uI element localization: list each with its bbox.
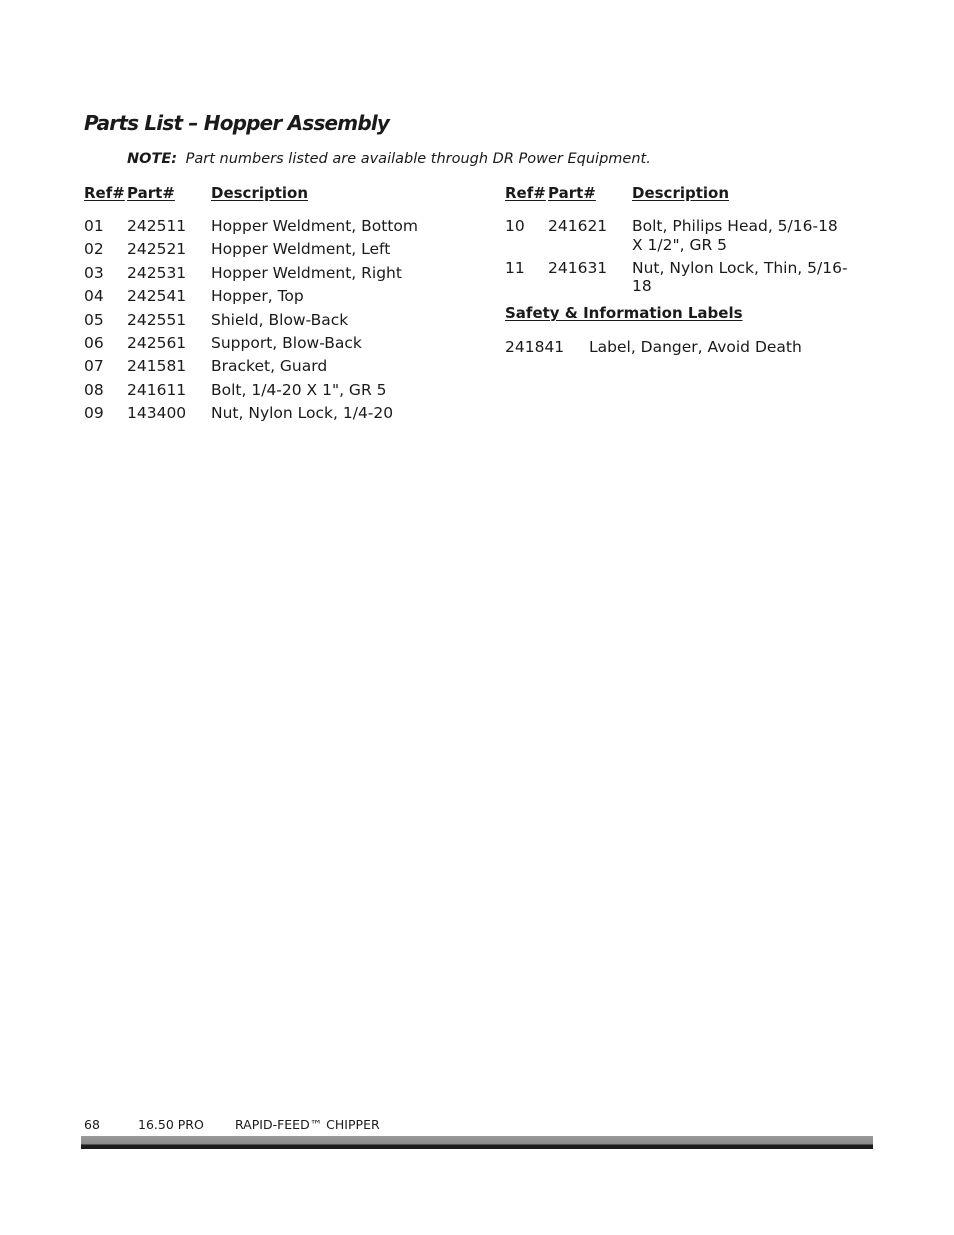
table-row [84, 334, 484, 357]
row-description: Hopper Weldment, Right [211, 263, 402, 282]
table-row [84, 311, 484, 334]
row-description: Hopper, Top [211, 287, 304, 306]
row-part-number: 242561 [127, 333, 187, 352]
header-ref: Ref# [505, 184, 546, 202]
table-row [505, 217, 865, 259]
row-part-number: 241581 [127, 357, 187, 376]
row-part-number: 242551 [127, 310, 187, 329]
table-row [84, 217, 484, 240]
note-label: NOTE: [127, 151, 178, 167]
row-description: Bolt, Philips Head, 5/16-18 X 1/2", GR 5 [632, 217, 838, 254]
labels-section-title: Safety & Information Labels [505, 304, 743, 323]
row-part-number: 241611 [127, 380, 187, 399]
row-description: Hopper Weldment, Bottom [211, 217, 418, 235]
footer-page-number: 68 [84, 1117, 100, 1132]
footer-product: RAPID-FEED™ CHIPPER [235, 1117, 380, 1132]
row-description: Bracket, Guard [211, 357, 328, 376]
row-description: Nut, Nylon Lock, 1/4-20 [211, 404, 394, 423]
table-row [84, 240, 484, 263]
row-part-number: 241631 [548, 259, 608, 277]
row-part-number: 242521 [127, 240, 187, 259]
row-description: Nut, Nylon Lock, Thin, 5/16-18 [632, 259, 848, 295]
list-item [505, 338, 865, 362]
row-part-number: 143400 [127, 404, 187, 423]
header-description: Description [632, 184, 730, 202]
table-header [505, 184, 865, 208]
row-ref: 10 [505, 217, 525, 235]
parts-rows-left [84, 217, 484, 428]
row-ref: 03 [84, 263, 104, 282]
header-part: Part# [127, 184, 175, 202]
table-row [505, 259, 865, 295]
header-description: Description [211, 184, 309, 202]
header-part: Part# [548, 184, 596, 202]
table-row [84, 381, 484, 404]
note-text: Part numbers listed are available through DR Power Equipment. [185, 151, 651, 167]
row-ref: 07 [84, 357, 104, 376]
parts-rows-right [505, 217, 865, 295]
row-part-number: 242531 [127, 263, 187, 282]
footer-rule [81, 1136, 873, 1149]
parts-table-left [84, 184, 484, 428]
row-ref: 08 [84, 380, 104, 399]
row-part-number: 241621 [548, 217, 608, 235]
label-part-number: 241841 [505, 338, 565, 357]
row-ref: 02 [84, 240, 104, 259]
row-ref: 06 [84, 333, 104, 352]
row-ref: 09 [84, 404, 104, 423]
row-ref: 11 [505, 259, 525, 277]
row-part-number: 242511 [127, 217, 187, 235]
header-ref: Ref# [84, 184, 125, 202]
label-description: Label, Danger, Avoid Death [589, 338, 802, 357]
row-description: Shield, Blow-Back [211, 310, 349, 329]
note [127, 151, 651, 167]
row-description: Support, Blow-Back [211, 333, 362, 352]
row-description: Bolt, 1/4-20 X 1", GR 5 [211, 380, 387, 399]
table-row [84, 264, 484, 287]
row-ref: 04 [84, 287, 104, 306]
row-part-number: 242541 [127, 287, 187, 306]
table-row [84, 287, 484, 310]
table-header [84, 184, 484, 208]
table-row [84, 404, 484, 427]
footer-model: 16.50 PRO [138, 1117, 204, 1132]
label-rows [505, 338, 865, 362]
row-description: Hopper Weldment, Left [211, 240, 391, 259]
table-row [84, 357, 484, 380]
parts-table-right [505, 184, 865, 362]
row-ref: 05 [84, 310, 104, 329]
page-title: Parts List – Hopper Assembly [84, 111, 390, 135]
row-ref: 01 [84, 217, 104, 235]
